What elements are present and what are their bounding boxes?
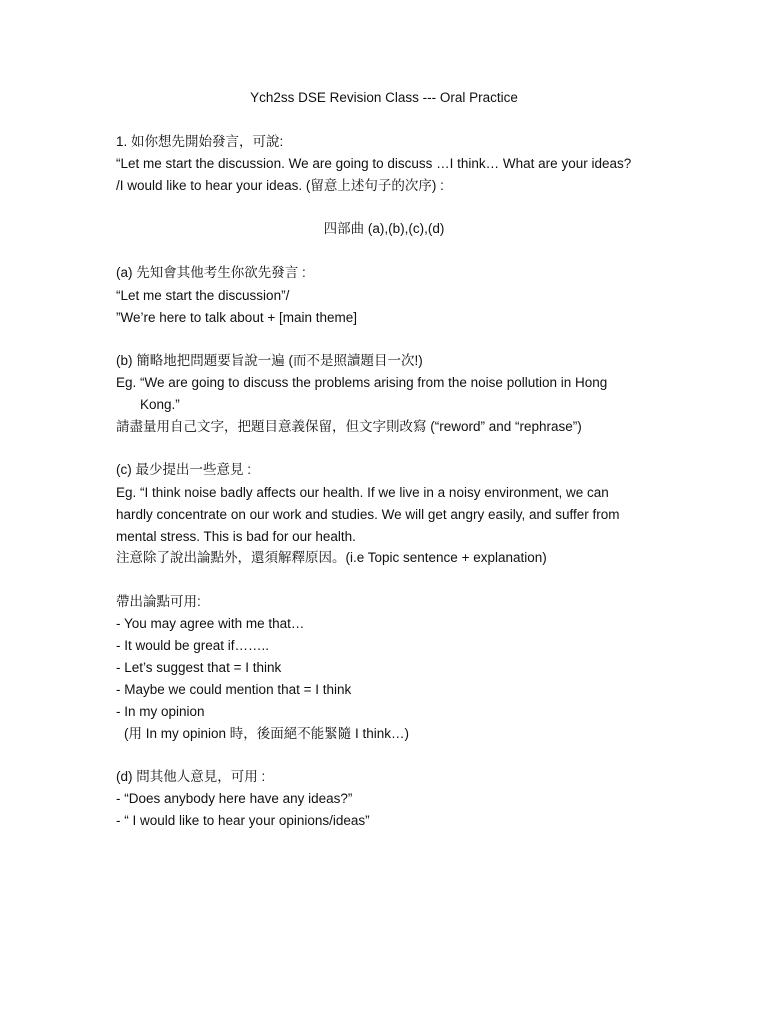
section-a-heading: (a) 先知會其他考生你欲先發言 : bbox=[116, 265, 306, 280]
section-c-heading: (c) 最少提出一些意見 : bbox=[116, 462, 251, 477]
four-steps-heading: 四部曲 (a),(b),(c),(d) bbox=[323, 221, 445, 236]
page-title: Ych2ss DSE Revision Class --- Oral Practice bbox=[250, 90, 518, 105]
section-d-item: - “Does anybody here have any ideas?” bbox=[116, 791, 353, 806]
phrase-item: - Maybe we could mention that = I think bbox=[116, 682, 352, 697]
section-c-note: 注意除了說出論點外，還須解釋原因。(i.e Topic sentence + explanation) bbox=[116, 550, 547, 565]
section-a-line: ”We’re here to talk about + [main theme] bbox=[116, 310, 357, 325]
phrase-item: - Let’s suggest that = I think bbox=[116, 660, 282, 675]
phrases-heading: 帶出論點可用: bbox=[116, 594, 201, 609]
phrase-item: - You may agree with me that… bbox=[116, 616, 305, 631]
section-1-line: “Let me start the discussion. We are going to discuss …I think… What are your ideas? bbox=[116, 156, 632, 171]
section-b-heading: (b) 簡略地把問題要旨說一遍 (而不是照讀題目一次!) bbox=[116, 353, 423, 368]
section-b-example: Kong.” bbox=[140, 397, 180, 412]
section-d-heading: (d) 問其他人意見，可用 : bbox=[116, 769, 266, 784]
section-d-item: - “ I would like to hear your opinions/ideas” bbox=[116, 813, 370, 828]
section-a-line: “Let me start the discussion”/ bbox=[116, 288, 290, 303]
section-b-note: 請盡量用自己文字，把題目意義保留，但文字則改寫 (“reword” and “rephrase”) bbox=[116, 419, 582, 434]
section-c-example: mental stress. This is bad for our health. bbox=[116, 529, 356, 544]
phrase-item: - It would be great if…….. bbox=[116, 638, 270, 653]
section-b-example: Eg. “We are going to discuss the problems arising from the noise pollution in Hong bbox=[116, 375, 608, 390]
phrases-note: (用 In my opinion 時，後面絕不能緊隨 I think…) bbox=[124, 726, 410, 741]
section-1-heading: 1. 如你想先開始發言，可說: bbox=[116, 134, 284, 149]
section-1-line: /I would like to hear your ideas. (留意上述句子的次序) : bbox=[116, 178, 444, 193]
section-c-example: Eg. “I think noise badly affects our health. If we live in a noisy environment, we can bbox=[116, 485, 609, 500]
section-c-example: hardly concentrate on our work and studies. We will get angry easily, and suffer from bbox=[116, 507, 620, 522]
phrase-item: - In my opinion bbox=[116, 704, 205, 719]
